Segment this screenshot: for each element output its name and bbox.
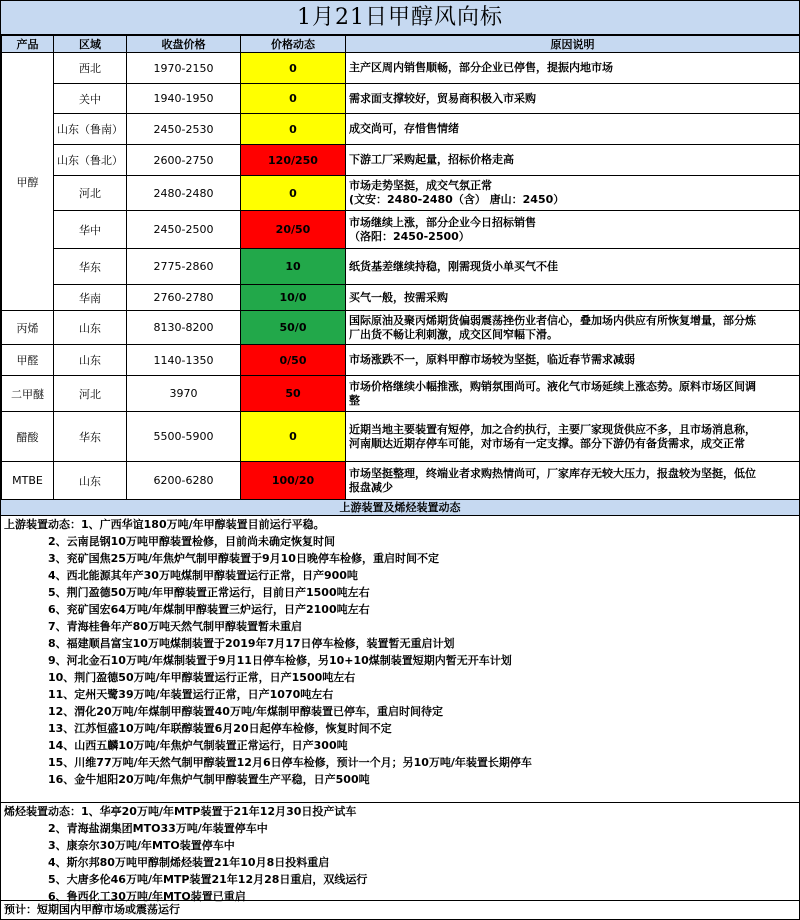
- header-reason: 原因说明: [346, 36, 800, 53]
- header-region: 区域: [54, 36, 127, 53]
- change-cell: 120/250: [241, 145, 346, 176]
- price-cell: 6200-6280: [127, 462, 241, 500]
- reason-line: 市场价格继续小幅推涨，购销氛围尚可。液化气市场延续上涨态势。原料市场区间调: [349, 379, 756, 393]
- list-item: [1, 550, 799, 567]
- table-row: [2, 462, 800, 500]
- price-cell: 1970-2150: [127, 53, 241, 84]
- price-cell: 8130-8200: [127, 311, 241, 345]
- reason-line: 买气一般，按需采购: [349, 290, 448, 304]
- list-item: [1, 601, 799, 618]
- list-item-text: 12、渭化20万吨/年煤制甲醇装置40万吨/年煤制甲醇装置已停车，重启时间待定: [48, 705, 443, 718]
- list-item: [1, 854, 799, 871]
- table-row: [2, 249, 800, 285]
- list-item-text: 6、兖矿国宏64万吨/年煤制甲醇装置三炉运行，日产2100吨左右: [48, 603, 370, 616]
- reason-cell: [346, 211, 800, 249]
- list-item: [1, 871, 799, 888]
- table-row: [2, 311, 800, 345]
- list-item-text: 11、定州天鹭39万吨/年装置运行正常，日产1070吨左右: [48, 688, 334, 701]
- list-item: [1, 737, 799, 754]
- list-item-text: 10、荆门盈德50万吨/年甲醇装置运行正常，日产1500吨左右: [48, 671, 356, 684]
- change-cell: 10/0: [241, 285, 346, 311]
- reason-line: 市场走势坚挺，成交气氛正常: [349, 179, 492, 192]
- product-name: 甲醛: [2, 345, 54, 376]
- list-item-text: 1、华亭20万吨/年MTP装置于21年12月30日投产试车: [81, 805, 357, 818]
- table-row: [2, 285, 800, 311]
- list-item: [1, 584, 799, 601]
- table-row: [2, 145, 800, 176]
- price-cell: 5500-5900: [127, 412, 241, 462]
- price-cell: 2450-2530: [127, 114, 241, 145]
- reason-line: 近期当地主要装置有短停，加之合约执行，主要厂家现货供应不多，且市场消息称，: [349, 422, 756, 436]
- table-row: [2, 412, 800, 462]
- table-row: [2, 114, 800, 145]
- region-cell: 山东（鲁北）: [54, 145, 127, 176]
- list-item-text: 6、鲁西化工30万吨/年MTO装置已重启: [48, 890, 246, 903]
- region-cell: 关中: [54, 84, 127, 114]
- price-cell: 2760-2780: [127, 285, 241, 311]
- list-item: [1, 533, 799, 550]
- list-lead: 上游装置动态：: [4, 518, 81, 531]
- list-item-text: 3、兖矿国焦25万吨/年焦炉气制甲醇装置于9月10日晚停车检修，重启时间不定: [48, 552, 439, 565]
- list-item-text: 7、青海桂鲁年产80万吨天然气制甲醇装置暂未重启: [48, 620, 302, 633]
- price-cell: 2450-2500: [127, 211, 241, 249]
- product-name: 丙烯: [2, 311, 54, 345]
- reason-line: (文安：2480-2480（含） 唐山：2450）: [349, 193, 565, 206]
- reason-cell: [346, 84, 800, 114]
- change-cell: 50/0: [241, 311, 346, 345]
- region-cell: 华东: [54, 249, 127, 285]
- reason-line: 主产区周内销售顺畅，部分企业已停售，提振内地市场: [349, 61, 613, 74]
- list-item: [1, 618, 799, 635]
- list-item-text: 5、荆门盈德50万吨/年甲醇装置正常运行，目前日产1500吨左右: [48, 586, 370, 599]
- region-cell: 西北: [54, 53, 127, 84]
- change-cell: 20/50: [241, 211, 346, 249]
- list-item: [1, 686, 799, 703]
- list-item: [1, 720, 799, 737]
- list-item-text: 4、西北能源其年产30万吨煤制甲醇装置运行正常，日产900吨: [48, 569, 358, 582]
- table-row: [2, 376, 800, 412]
- reason-cell: [346, 114, 800, 145]
- list-item-text: 15、川维77万吨/年天然气制甲醇装置12月6日停车检修，预计一个月；另10万吨/年装置长期停车: [48, 756, 532, 769]
- reason-line: 成交尚可，存惜售情绪: [349, 122, 459, 135]
- header-price: 收盘价格: [127, 36, 241, 53]
- table-row: [2, 345, 800, 376]
- list-item: [1, 652, 799, 669]
- reason-line: 整: [349, 393, 360, 407]
- region-cell: 河北: [54, 376, 127, 412]
- region-cell: 山东: [54, 462, 127, 500]
- change-cell: 10: [241, 249, 346, 285]
- region-cell: 山东: [54, 311, 127, 345]
- reason-cell: [346, 249, 800, 285]
- list-item: [1, 837, 799, 854]
- change-cell: 0: [241, 114, 346, 145]
- forecast-text: 预计：短期国内甲醇市场或震荡运行: [1, 900, 799, 919]
- list-item-text: 1、广西华谊180万吨/年甲醇装置目前运行平稳。: [81, 518, 325, 531]
- reason-cell: [346, 376, 800, 412]
- change-cell: 0/50: [241, 345, 346, 376]
- reason-line: 纸货基差继续持稳，刚需现货小单买气不佳: [349, 259, 558, 273]
- region-cell: 华中: [54, 211, 127, 249]
- change-cell: 0: [241, 53, 346, 84]
- reason-line: 市场继续上涨，部分企业今日招标销售: [349, 215, 536, 229]
- list-item-text: 8、福建顺昌富宝10万吨煤制装置于2019年7月17日停车检修，装置暂无重启计划: [48, 637, 455, 650]
- change-cell: 0: [241, 84, 346, 114]
- upstream-list: [1, 516, 799, 788]
- reason-line: 下游工厂采购起量，招标价格走高: [349, 153, 514, 166]
- change-cell: 0: [241, 412, 346, 462]
- list-item: [1, 516, 799, 533]
- list-item: [1, 635, 799, 652]
- change-cell: 100/20: [241, 462, 346, 500]
- region-cell: 华东: [54, 412, 127, 462]
- upstream-section-title: 上游装置及烯烃装置动态: [1, 500, 799, 516]
- reason-line: 需求面支撑较好，贸易商积极入市采购: [349, 91, 536, 105]
- list-item: [1, 703, 799, 720]
- price-cell: 1140-1350: [127, 345, 241, 376]
- list-item: [1, 754, 799, 771]
- table-row: [2, 211, 800, 249]
- list-item: [1, 567, 799, 584]
- price-cell: 2775-2860: [127, 249, 241, 285]
- list-item-text: 9、河北金石10万吨/年煤制装置于9月11日停车检修，另10+10煤制装置短期内暂无开车计划: [48, 654, 512, 667]
- reason-line: 市场涨跌不一，原料甲醇市场较为坚挺，临近春节需求减弱: [349, 353, 635, 366]
- reason-cell: [346, 176, 800, 211]
- reason-line: 报盘减少: [349, 480, 393, 494]
- list-item-text: 5、大唐多伦46万吨/年MTP装置21年12月28日重启，双线运行: [48, 873, 368, 886]
- table-header-row: [2, 36, 800, 53]
- list-item: [1, 820, 799, 837]
- table-row: [2, 53, 800, 84]
- list-item-text: 4、斯尔邦80万吨甲醇制烯烃装置21年10月8日投料重启: [48, 856, 330, 869]
- price-cell: 3970: [127, 376, 241, 412]
- region-cell: 山东: [54, 345, 127, 376]
- list-item-text: 13、江苏恒盛10万吨/年联醇装置6月20日起停车检修，恢复时间不定: [48, 722, 392, 735]
- reason-line: 厂出货不畅让利刺激，成交区间窄幅下滑。: [349, 327, 558, 341]
- reason-cell: [346, 462, 800, 500]
- product-name: 甲醇: [2, 53, 54, 311]
- reason-line: 国际原油及聚丙烯期货偏弱震荡挫伤业者信心，叠加场内供应有所恢复增量，部分炼: [349, 313, 756, 327]
- change-cell: 0: [241, 176, 346, 211]
- list-item-text: 14、山西五麟10万吨/年焦炉气制装置正常运行，日产300吨: [48, 739, 348, 752]
- page-title: 1月21日甲醇风向标: [1, 1, 799, 35]
- region-cell: 河北: [54, 176, 127, 211]
- price-cell: 2480-2480: [127, 176, 241, 211]
- list-item-text: 3、康奈尔30万吨/年MTO装置停车中: [48, 839, 235, 852]
- region-cell: 华南: [54, 285, 127, 311]
- price-table: [1, 35, 800, 500]
- product-name: 二甲醚: [2, 376, 54, 412]
- olefin-list: [1, 802, 799, 905]
- reason-cell: [346, 311, 800, 345]
- reason-cell: [346, 145, 800, 176]
- reason-cell: [346, 285, 800, 311]
- change-cell: 50: [241, 376, 346, 412]
- product-name: MTBE: [2, 462, 54, 500]
- product-name: 醋酸: [2, 412, 54, 462]
- reason-line: （洛阳：2450-2500）: [349, 229, 470, 243]
- list-item-text: 16、金牛旭阳20万吨/年焦炉气制甲醇装置生产平稳，日产500吨: [48, 773, 370, 786]
- table-body: [2, 53, 800, 500]
- reason-cell: [346, 412, 800, 462]
- list-item: [1, 771, 799, 788]
- price-cell: 2600-2750: [127, 145, 241, 176]
- list-item-text: 2、青海盐湖集团MTO33万吨/年装置停车中: [48, 822, 268, 835]
- region-cell: 山东（鲁南）: [54, 114, 127, 145]
- reason-line: 市场坚挺整理，终端业者求购热情尚可，厂家库存无较大压力，报盘较为坚挺，低位: [349, 466, 756, 480]
- price-cell: 1940-1950: [127, 84, 241, 114]
- list-item: [1, 803, 799, 820]
- reason-cell: [346, 345, 800, 376]
- reason-cell: [346, 53, 800, 84]
- list-item: [1, 669, 799, 686]
- table-row: [2, 84, 800, 114]
- list-item-text: 2、云南昆钢10万吨甲醇装置检修，目前尚未确定恢复时间: [48, 535, 335, 548]
- table-row: [2, 176, 800, 211]
- header-change: 价格动态: [241, 36, 346, 53]
- list-lead: 烯烃装置动态：: [4, 805, 81, 818]
- reason-line: 河南顺达近期存停车可能，对市场有一定支撑。部分下游仍有备货需求，成交正常: [349, 436, 745, 450]
- header-product: 产品: [2, 36, 54, 53]
